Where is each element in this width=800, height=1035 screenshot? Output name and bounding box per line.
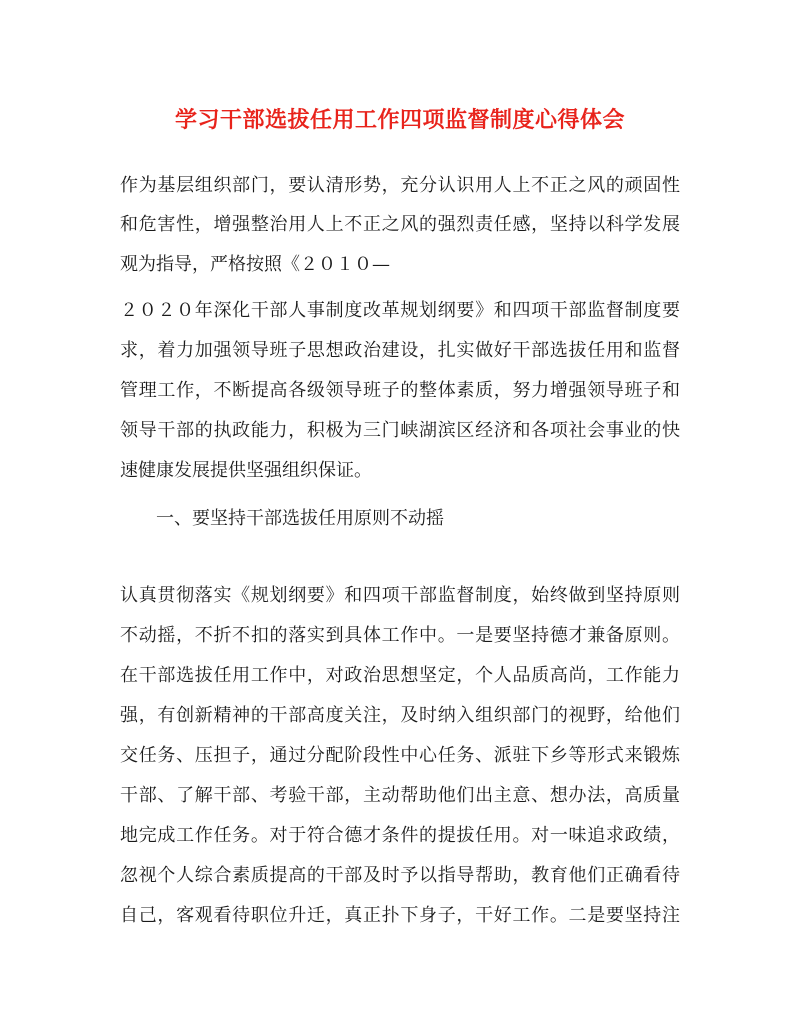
paragraph-1-line-4: ２０２０年深化干部人事制度改革规划纲要》和四项干部监督制度要 xyxy=(120,300,680,321)
paragraph-1-line-7: 领导干部的执政能力，积极为三门峡湖滨区经济和各项社会事业的快 xyxy=(120,420,680,441)
paragraph-2-line-5: 交任务、压担子，通过分配阶段性中心任务、派驻下乡等形式来锻炼 xyxy=(120,745,680,766)
paragraph-1-line-6: 管理工作，不断提高各级领导班子的整体素质，努力增强领导班子和 xyxy=(120,380,680,401)
paragraph-1-line-1: 作为基层组织部门，要认清形势，充分认识用人上不正之风的顽固性 xyxy=(120,175,680,196)
paragraph-1-line-2: 和危害性，增强整治用人上不正之风的强烈责任感，坚持以科学发展 xyxy=(120,214,680,235)
paragraph-2-line-3: 在干部选拔任用工作中，对政治思想坚定，个人品质高尚，工作能力 xyxy=(120,665,680,686)
paragraph-2-line-9: 自己，客观看待职位升迁，真正扑下身子，干好工作。二是要坚持注 xyxy=(120,905,680,926)
paragraph-2-line-4: 强，有创新精神的干部高度关注，及时纳入组织部门的视野，给他们 xyxy=(120,705,680,726)
paragraph-2-line-2: 不动摇，不折不扣的落实到具体工作中。一是要坚持德才兼备原则。 xyxy=(120,625,680,646)
paragraph-2-line-6: 干部、了解干部、考验干部，主动帮助他们出主意、想办法，高质量 xyxy=(120,785,680,806)
paragraph-1-line-8: 速健康发展提供坚强组织保证。 xyxy=(120,460,372,481)
paragraph-2-line-8: 忽视个人综合素质提高的干部及时予以指导帮助，教育他们正确看待 xyxy=(120,865,680,886)
paragraph-2-line-7: 地完成工作任务。对于符合德才条件的提拔任用。对一味追求政绩， xyxy=(120,825,680,846)
paragraph-1-line-3: 观为指导，严格按照《２０１０— xyxy=(120,254,390,275)
section-heading-1: 一、要坚持干部选拔任用原则不动摇 xyxy=(156,508,444,529)
paragraph-2-line-1: 认真贯彻落实《规划纲要》和四项干部监督制度，始终做到坚持原则 xyxy=(120,585,680,606)
document-title: 学习干部选拔任用工作四项监督制度心得体会 xyxy=(174,107,625,133)
paragraph-1-line-5: 求，着力加强领导班子思想政治建设，扎实做好干部选拔任用和监督 xyxy=(120,340,680,361)
